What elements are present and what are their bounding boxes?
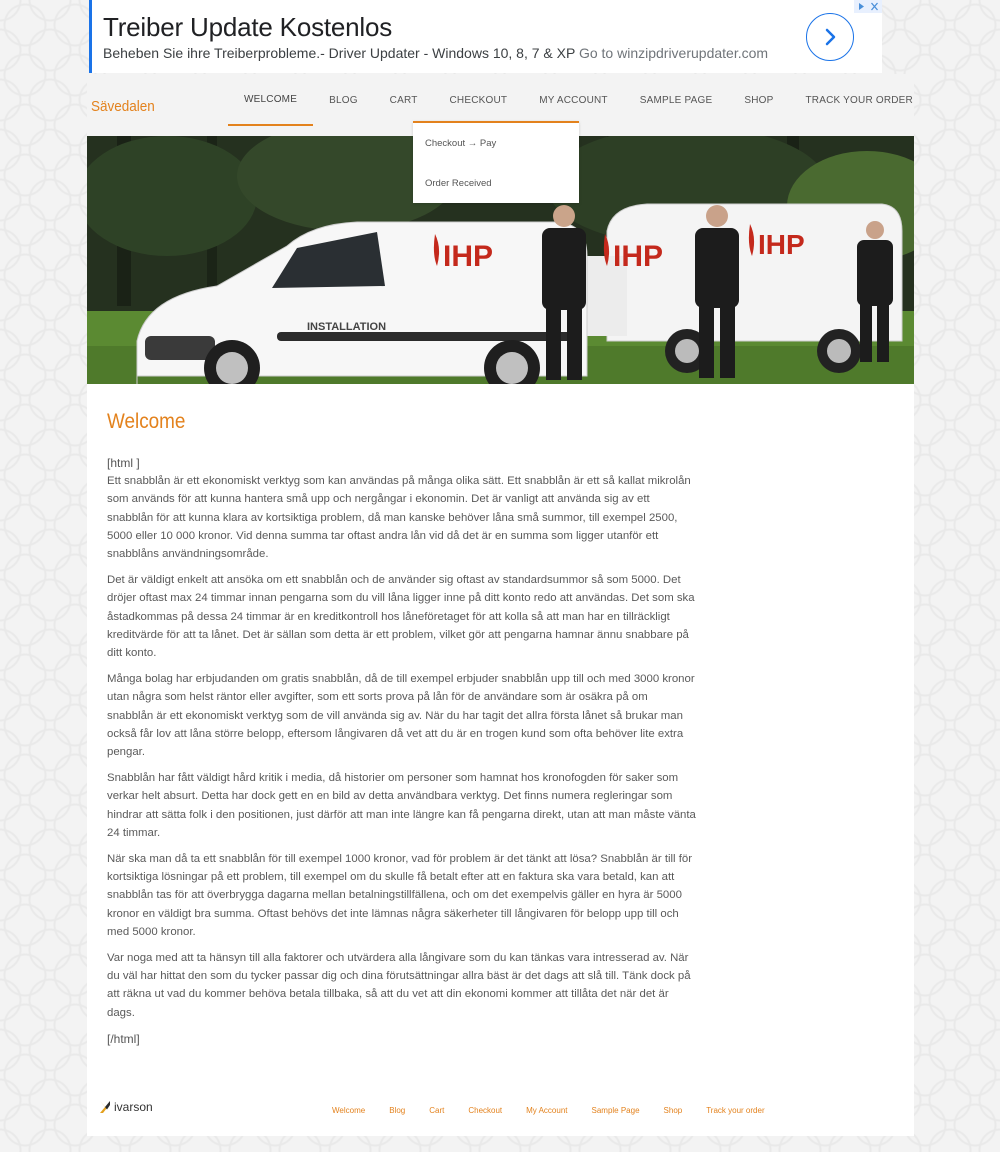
brand-text: IHP <box>443 240 494 273</box>
ad-description-text: Beheben Sie ihre Treiberprobleme.- Driver Updater - Windows 10, 8, 7 & XP <box>103 45 576 61</box>
chevron-right-icon <box>820 27 840 47</box>
content-paragraph-6: Var noga med att ta hänsyn till alla faktorer och utvärdera alla långivare som du kan tänkas vara intresserad av. När du väl har hittat den som du tycker passar dig och dina förutsättningar allra bäst är det dags att slå till. Tänk dock på att räkna ut vad du kommer behöva betala tillbaka, så att du vet att din ekonomi kommer att tillåta det när det är dags. <box>107 952 691 1019</box>
footer-link-cart[interactable]: Cart <box>429 1106 445 1115</box>
dropdown-item-order-received[interactable]: Order Received <box>425 177 492 189</box>
ad-open-button[interactable] <box>806 13 854 61</box>
footer-link-my-account[interactable]: My Account <box>526 1106 568 1115</box>
nav-item-blog[interactable]: BLOG <box>329 94 358 106</box>
page-title: Welcome <box>107 410 186 433</box>
close-icon[interactable] <box>869 0 880 13</box>
site-title[interactable]: Sävedalen <box>91 98 155 115</box>
footer-link-checkout[interactable]: Checkout <box>468 1106 503 1115</box>
checkout-dropdown-menu <box>413 121 579 203</box>
footer-link-welcome[interactable]: Welcome <box>332 1106 366 1115</box>
ad-url[interactable]: Go to winzipdriverupdater.com <box>578 45 769 61</box>
footer-logo-text: ivarson <box>114 1100 153 1114</box>
footer-nav <box>332 1106 789 1115</box>
nav-item-shop[interactable]: SHOP <box>744 94 774 106</box>
ad-title[interactable]: Treiber Update Kostenlos <box>103 12 393 42</box>
page-container <box>87 74 914 1136</box>
content-paragraph-2: Det är väldigt enkelt att ansöka om ett snabblån och de använder sig oftast av standardsummor så som 5000. Det dröjer oftast max 24 timmar innan pengarna som du vill låna ligger inne på ditt konto redo att användas. Det som ska åstadkommas på dessa 24 timmar är en kreditkontroll hos låneföretaget för att kolla så att man har en tillräckligt kreditvärde för att ta lånet. Det är sällan som detta är ett problem, vilket gör att pengarna hamnar ännu snabbare på ditt konto. <box>107 574 695 660</box>
ad-description[interactable] <box>103 45 768 61</box>
van-installation-text: INSTALLATION <box>307 321 387 333</box>
nav-item-my-account[interactable]: MY ACCOUNT <box>539 94 608 106</box>
nav-item-welcome[interactable]: WELCOME <box>228 74 313 126</box>
code-close-tag: [/html] <box>107 1031 140 1046</box>
brand-text-3: IHP <box>758 229 805 260</box>
footer-logo[interactable] <box>99 1100 153 1114</box>
footer-link-sample-page[interactable]: Sample Page <box>591 1106 640 1115</box>
ad-choices[interactable] <box>854 0 882 13</box>
footer-link-blog[interactable]: Blog <box>389 1106 406 1115</box>
ad-banner[interactable] <box>89 0 882 73</box>
nav-item-sample-page[interactable]: SAMPLE PAGE <box>639 94 713 106</box>
brand-text-2: IHP <box>613 240 664 273</box>
nav-item-checkout[interactable]: CHECKOUT <box>449 94 508 106</box>
content-paragraph-4: Snabblån har fått väldigt hård kritik i media, då historier om personer som hamnat hos kronofogden för saker som verkar helt absurt. Detta har dock gett en en bild av detta användbara verktyg. Det finns numera regleringar som hindrar att sätta folk i den positionen, just därför att man inte längre kan få pengarna direkt, utan att man måste vänta 24 timmar. <box>107 772 696 839</box>
nav-item-track-your-order[interactable]: TRACK YOUR ORDER <box>805 94 913 106</box>
content-paragraph-5: När ska man då ta ett snabblån för till exempel 1000 kronor, vad för problem är det tänkt att lösa? Snabblån är till för kortsiktiga lösningar på ett problem, till exempel om du skulle få betalt efter att en faktura ska vara betald, kan att snabblån tas för att överbrygga dagarna mellan betalningstillfällena, och om det exempelvis gäller en hyra är 5000 kronor en väldigt bra summa. Oftast behövs det inte lämnas några säkerheter till långivaren för belopp upp till och med 5000 kronor. <box>107 853 693 938</box>
ivarson-logo-icon <box>99 1100 111 1114</box>
content-paragraph-3: Många bolag har erbjudanden om gratis snabblån, då de till exempel erbjuder snabblån upp till och med 3000 kronor utan några som helst räntor eller avgifter, som ett sorts prova på lån för de användare som är osäkra på om snabblån är ett ekonomiskt verktyg som de vill använda sig av. När du har tagit det allra första lånet så brukar man också får lov att låna större belopp, eftersom långivaren då vet att du är en trogen kund som ofta behöver lite extra pengar. <box>107 673 695 759</box>
dropdown-item-checkout-pay[interactable]: Checkout → Pay <box>425 137 497 149</box>
main-content <box>107 384 697 1056</box>
content-paragraph-1: Ett snabblån är ett ekonomiskt verktyg som kan användas på många olika sätt. Ett snabblån är ett så kallat mikrolån som används för att kunna hantera små upp och nergångar i ekonomin. Det är vanligt att använda sig av ett snabblån för att kunna klara av kortsiktiga problem, då man kanske behöver låna små summor, till exempel 2500, 5000 eller 10 000 kronor. Vid denna summa tar oftast andra lån vid då det är en summa som ligger utanför ett snabblåns användningsområde. <box>107 475 691 561</box>
nav-item-cart[interactable]: CART <box>389 94 418 106</box>
code-open-tag: [html ] <box>107 456 140 470</box>
footer-link-shop[interactable]: Shop <box>663 1106 683 1115</box>
main-nav <box>228 74 929 126</box>
footer-link-track-your-order[interactable]: Track your order <box>706 1106 765 1115</box>
play-triangle-icon <box>856 0 867 13</box>
